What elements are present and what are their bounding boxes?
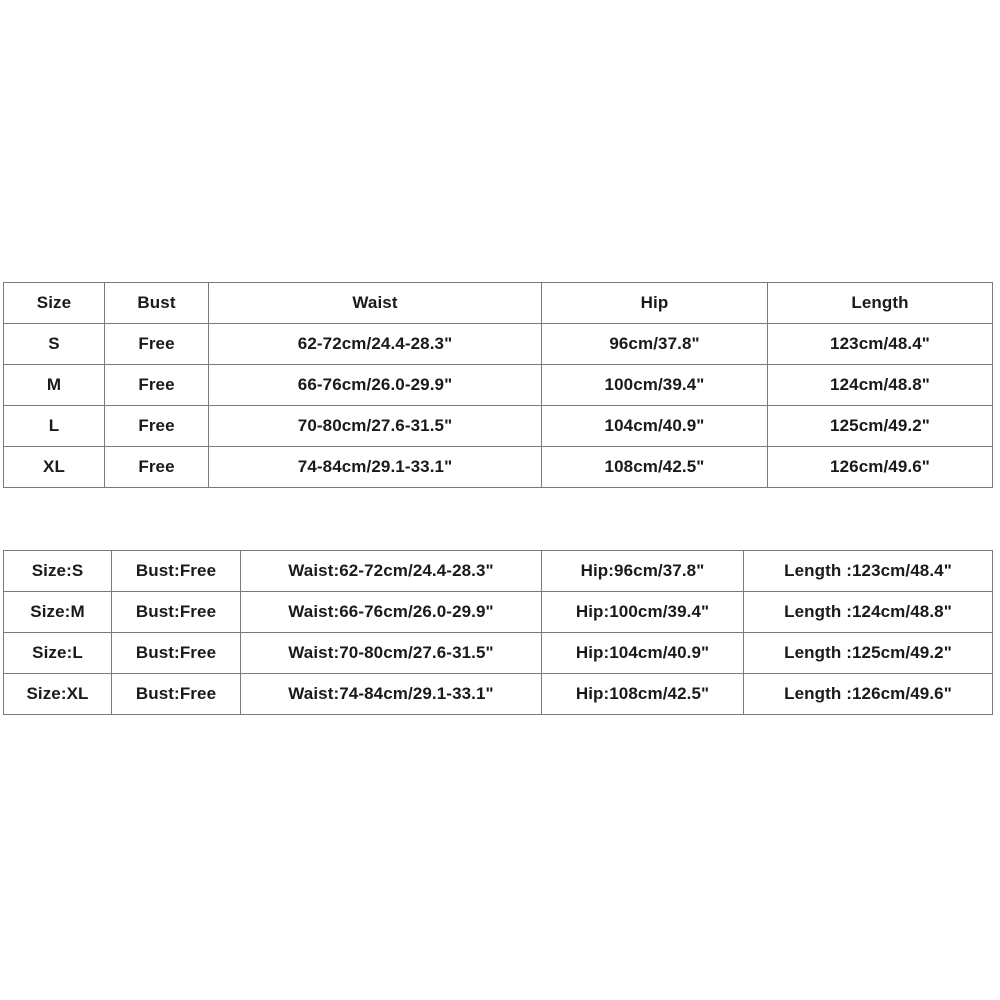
header-length: Length — [768, 283, 993, 324]
cell-size: M — [4, 365, 105, 406]
cell-waist: Waist:74-84cm/29.1-33.1" — [241, 674, 542, 715]
table-row — [4, 324, 993, 365]
cell-waist: Waist:70-80cm/27.6-31.5" — [241, 633, 542, 674]
cell-size: Size:S — [4, 551, 112, 592]
cell-length: Length :126cm/49.6" — [744, 674, 993, 715]
table-row — [4, 633, 993, 674]
cell-bust: Free — [105, 365, 209, 406]
cell-length: 123cm/48.4" — [768, 324, 993, 365]
cell-length: Length :123cm/48.4" — [744, 551, 993, 592]
cell-hip: Hip:96cm/37.8" — [542, 551, 744, 592]
cell-hip: 104cm/40.9" — [542, 406, 768, 447]
cell-size: Size:M — [4, 592, 112, 633]
cell-length: Length :124cm/48.8" — [744, 592, 993, 633]
header-waist: Waist — [209, 283, 542, 324]
cell-waist: 66-76cm/26.0-29.9" — [209, 365, 542, 406]
cell-hip: 108cm/42.5" — [542, 447, 768, 488]
cell-waist: 74-84cm/29.1-33.1" — [209, 447, 542, 488]
cell-size: L — [4, 406, 105, 447]
cell-waist: 70-80cm/27.6-31.5" — [209, 406, 542, 447]
size-chart-labeled-table — [3, 550, 993, 715]
header-bust: Bust — [105, 283, 209, 324]
cell-size: Size:XL — [4, 674, 112, 715]
header-hip: Hip — [542, 283, 768, 324]
cell-length: 125cm/49.2" — [768, 406, 993, 447]
cell-waist: Waist:62-72cm/24.4-28.3" — [241, 551, 542, 592]
cell-waist: Waist:66-76cm/26.0-29.9" — [241, 592, 542, 633]
cell-length: 126cm/49.6" — [768, 447, 993, 488]
cell-bust: Bust:Free — [112, 551, 241, 592]
header-size: Size — [4, 283, 105, 324]
cell-bust: Free — [105, 447, 209, 488]
cell-size: Size:L — [4, 633, 112, 674]
cell-bust: Bust:Free — [112, 633, 241, 674]
cell-length: 124cm/48.8" — [768, 365, 993, 406]
cell-bust: Free — [105, 406, 209, 447]
table-row — [4, 551, 993, 592]
cell-length: Length :125cm/49.2" — [744, 633, 993, 674]
cell-hip: Hip:108cm/42.5" — [542, 674, 744, 715]
cell-bust: Free — [105, 324, 209, 365]
cell-hip: Hip:100cm/39.4" — [542, 592, 744, 633]
cell-size: XL — [4, 447, 105, 488]
table-header-row — [4, 283, 993, 324]
cell-hip: Hip:104cm/40.9" — [542, 633, 744, 674]
table-row — [4, 406, 993, 447]
table-row — [4, 365, 993, 406]
cell-size: S — [4, 324, 105, 365]
size-chart-table — [3, 282, 993, 488]
table-row — [4, 674, 993, 715]
table-row — [4, 592, 993, 633]
cell-hip: 96cm/37.8" — [542, 324, 768, 365]
table-row — [4, 447, 993, 488]
cell-waist: 62-72cm/24.4-28.3" — [209, 324, 542, 365]
cell-bust: Bust:Free — [112, 674, 241, 715]
cell-bust: Bust:Free — [112, 592, 241, 633]
cell-hip: 100cm/39.4" — [542, 365, 768, 406]
